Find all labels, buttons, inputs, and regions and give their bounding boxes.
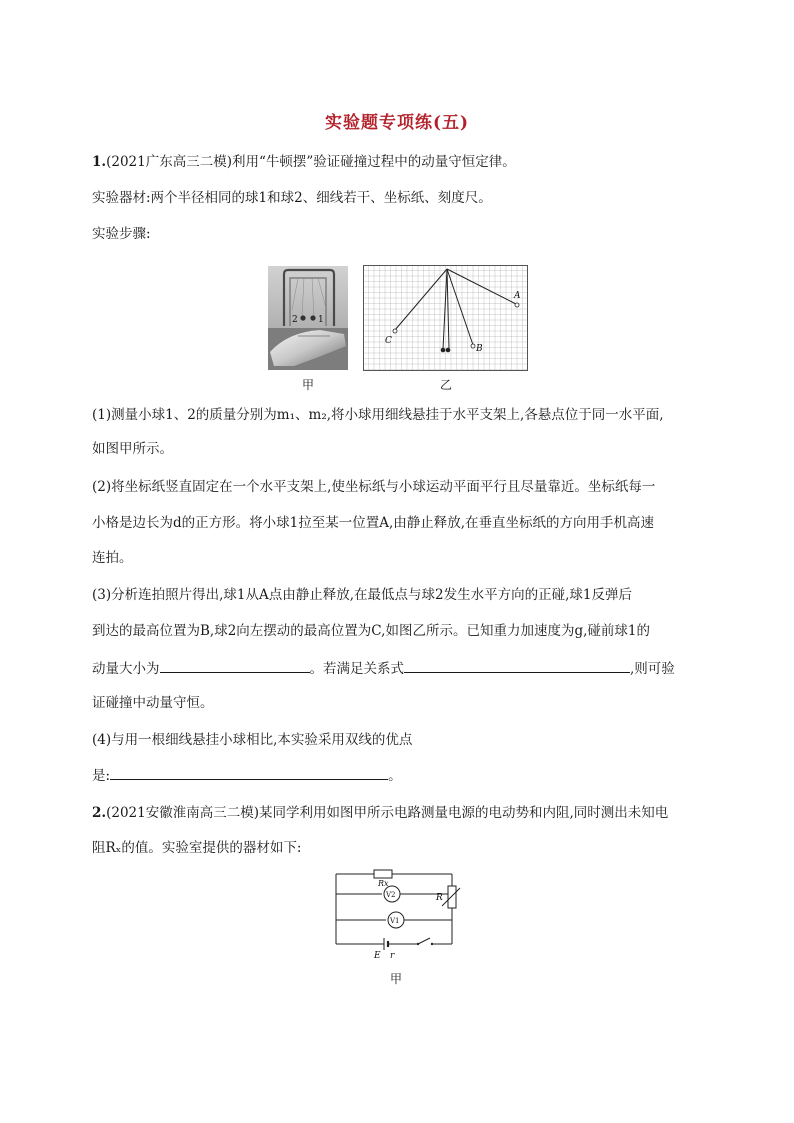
q1-step4-line1: (4)与用一根细线悬挂小球相比,本实验采用双线的优点 xyxy=(92,732,413,748)
q1-step3-line4: 证碰撞中动量守恒。 xyxy=(92,695,214,711)
q1-intro-line xyxy=(92,152,516,172)
q1-step2-line1: (2)将坐标纸竖直固定在一个水平支架上,使坐标纸与小球运动平面平行且尽量靠近。坐标纸每一 xyxy=(92,479,656,495)
grid-label-a: A xyxy=(514,291,521,301)
q1-materials: 实验器材:两个半径相同的球1和球2、细线若干、坐标纸、刻度尺。 xyxy=(92,190,492,206)
photo-ball-1-label: 1 xyxy=(318,315,324,325)
q1-step4-line2 xyxy=(92,765,402,786)
q2-number: 2. xyxy=(92,805,107,821)
relation-answer-blank[interactable] xyxy=(404,658,630,673)
grid-paper-figure xyxy=(363,265,528,371)
grid-label-c: C xyxy=(385,336,392,346)
q1-step1-line1: (1)测量小球1、2的质量分别为m₁、m₂,将小球用细线悬挂于水平支架上,各悬点位于同一水平面, xyxy=(92,407,664,423)
q2-intro-line xyxy=(92,803,668,823)
circuit-r-label: R xyxy=(436,893,443,903)
q2-intro: (2021安徽淮南高三二模)某同学利用如图甲所示电路测量电源的电动势和内阻,同时测出未知电 xyxy=(106,805,669,821)
grid-label-b: B xyxy=(476,344,483,354)
q1-number: 1. xyxy=(92,154,107,170)
circuit-diagram xyxy=(332,866,462,962)
q1-step2-line2: 小格是边长为d的正方形。将小球1拉至某一位置A,由静止释放,在垂直坐标纸的方向用手机高速 xyxy=(92,515,655,531)
advantage-answer-blank[interactable] xyxy=(110,765,388,780)
circuit-rx-label: Rx xyxy=(378,879,389,888)
q1-step4-text-a: 是: xyxy=(92,768,111,784)
q1-step3-text-a: 动量大小为 xyxy=(92,661,160,677)
circuit-internal-r-label: r xyxy=(390,951,395,961)
q1-step3-text-b: 。若满足关系式 xyxy=(309,661,404,677)
circuit-emf-label: E xyxy=(374,951,381,961)
q1-step3-line3 xyxy=(92,658,675,679)
figure-b-caption: 乙 xyxy=(439,378,452,392)
q1-step1-line2: 如图甲所示。 xyxy=(92,441,173,457)
q1-step4-text-b: 。 xyxy=(388,768,402,784)
page-title: 实验题专项练(五) xyxy=(324,113,470,133)
q1-step3-line1: (3)分析连拍照片得出,球1从A点由静止释放,在最低点与球2发生水平方向的正碰,球1反弹后 xyxy=(92,587,633,603)
circuit-v2-label: V2 xyxy=(386,891,396,899)
figure-a-caption: 甲 xyxy=(301,378,314,392)
q1-step2-line3: 连拍。 xyxy=(92,550,133,566)
photo-ball-2-label: 2 xyxy=(292,315,298,325)
q1-intro: (2021广东高三二模)利用“牛顿摆”验证碰撞过程中的动量守恒定律。 xyxy=(106,154,516,170)
q1-step3-line2: 到达的最高位置为B,球2向左摆动的最高位置为C,如图乙所示。已知重力加速度为g,碰前球1的 xyxy=(92,623,650,639)
q1-steps-label: 实验步骤: xyxy=(92,226,151,242)
momentum-answer-blank[interactable] xyxy=(160,658,310,673)
circuit-figure-caption: 甲 xyxy=(389,972,402,986)
circuit-v1-label: V1 xyxy=(390,917,400,925)
q2-intro-line2: 阻Rₓ的值。实验室提供的器材如下: xyxy=(92,840,302,856)
q1-step3-text-c: ,则可验 xyxy=(630,661,675,677)
newton-cradle-photo xyxy=(268,266,348,370)
